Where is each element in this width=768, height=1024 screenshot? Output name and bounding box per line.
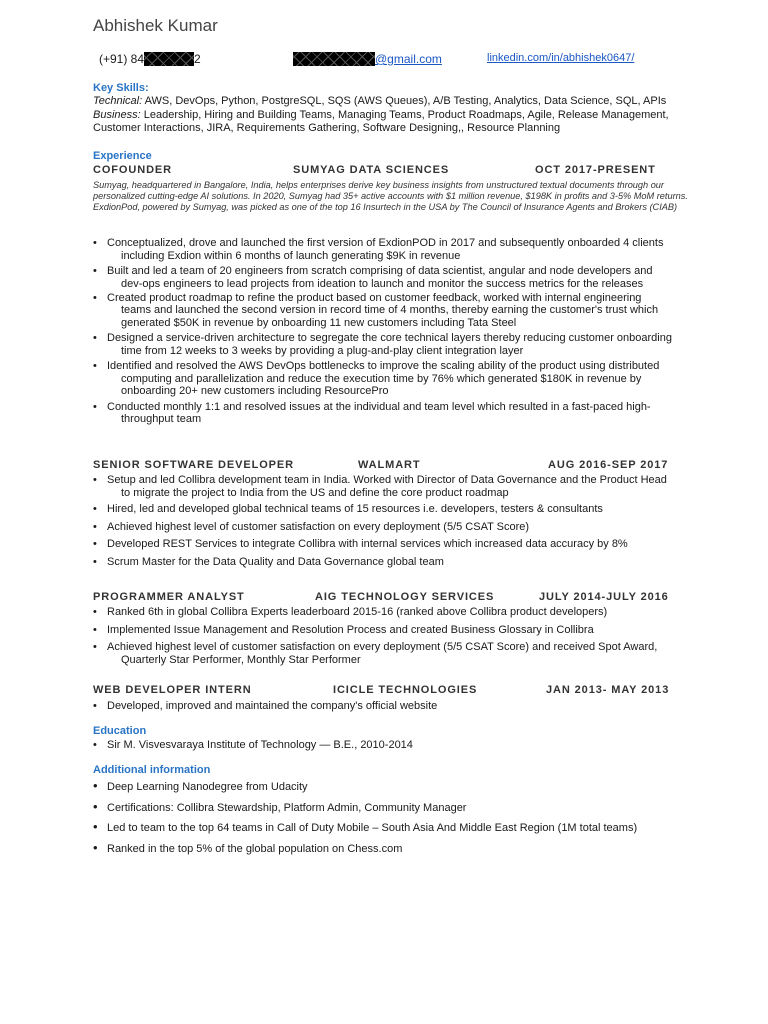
bullet-item: • Conceptualized, drove and launched the first version of ExdionPOD in 2017 and subsequently onboarded 4 clients including Exdion within 6 months of launch generating $9K in revenue bbox=[93, 237, 664, 262]
bullet-item: • Setup and led Collibra development team in India. Worked with Director of Data Governance and the Product Head to migrate the project to India from the US and define the core product roadmap bbox=[93, 474, 667, 499]
business-skills-list-1: Leadership, Hiring and Building Teams, Managing Teams, Product Roadmaps, Agile, Release Management, bbox=[140, 108, 669, 121]
phone-suffix: 2 bbox=[194, 52, 201, 66]
technical-skills-list: AWS, DevOps, Python, PostgreSQL, SQS (AWS Queues), A/B Testing, Analytics, Data Science, SQL, APIs bbox=[142, 95, 667, 107]
education-heading: Education bbox=[93, 725, 147, 737]
additional-item: • Led to team to the top 64 teams in Call of Duty Mobile – South Asia And Middle East Region (1M total teams) bbox=[93, 819, 638, 834]
redacted-block bbox=[293, 52, 375, 66]
education-item: • Sir M. Visvesvaraya Institute of Technology — B.E., 2010-2014 bbox=[93, 739, 413, 751]
email-address[interactable] bbox=[293, 52, 442, 66]
additional-heading: Additional information bbox=[93, 764, 211, 776]
bullet-item: • Identified and resolved the AWS DevOps bottlenecks to improve the scaling ability of the product using distributed computing and parallelization and reduce the execution time by 76% which generated $180K in revenue by onboarding 20+ new customers including ResourcePro bbox=[93, 360, 660, 397]
job-title: WEB DEVELOPER INTERN bbox=[93, 684, 252, 696]
bullet-item: • Built and led a team of 20 engineers from scratch comprising of data scientist, angular and node developers and dev-ops engineers to lead projects from ideation to launch and monitor the success metrics for the releases bbox=[93, 265, 653, 290]
job-dates: JULY 2014-JULY 2016 bbox=[539, 591, 669, 603]
technical-skills bbox=[93, 95, 713, 109]
additional-item: • Deep Learning Nanodegree from Udacity bbox=[93, 778, 308, 793]
bullet-item: • Developed, improved and maintained the company's official website bbox=[93, 700, 438, 712]
additional-list bbox=[93, 778, 713, 855]
additional-item: • Ranked in the top 5% of the global population on Chess.com bbox=[93, 839, 403, 855]
bullet-item: • Achieved highest level of customer satisfaction on every deployment (5/5 CSAT Score) and received Spot Award, Quarterly Star Performer, Monthly Star Performer bbox=[93, 641, 658, 666]
bullet-item: • Scrum Master for the Data Quality and Data Governance global team bbox=[93, 555, 444, 568]
job-company: SUMYAG DATA SCIENCES bbox=[293, 164, 450, 176]
job-dates: OCT 2017-PRESENT bbox=[535, 164, 656, 176]
candidate-name: Abhishek Kumar bbox=[93, 16, 218, 35]
business-label: Business: bbox=[93, 108, 141, 121]
job-title: SENIOR SOFTWARE DEVELOPER bbox=[93, 459, 294, 471]
phone-number bbox=[99, 52, 201, 66]
job-company: WALMART bbox=[358, 459, 421, 471]
job-company: AIG TECHNOLOGY SERVICES bbox=[315, 591, 495, 603]
email-domain[interactable]: @gmail.com bbox=[375, 52, 442, 66]
job-bullets-walmart bbox=[93, 474, 713, 568]
job-company: ICICLE TECHNOLOGIES bbox=[333, 684, 478, 696]
job-title: PROGRAMMER ANALYST bbox=[93, 591, 245, 603]
business-skills bbox=[93, 109, 713, 123]
bullet-item: • Implemented Issue Management and Resolution Process and created Business Glossary in Collibra bbox=[93, 623, 594, 636]
bullet-item: • Developed REST Services to integrate Collibra with internal services which increased data accuracy by 8% bbox=[93, 538, 628, 550]
job-bullets-cofounder bbox=[93, 237, 713, 426]
education-list bbox=[93, 739, 713, 752]
bullet-item: • Created product roadmap to refine the product based on customer feedback, worked with internal engineering teams and launched the second version in record time of 4 months, thereby earning the customer's trust which generated $50K in revenue by onboarding 11 new customers including Tata Steel bbox=[93, 291, 659, 329]
skills-heading: Key Skills: bbox=[93, 82, 149, 94]
company-description: Sumyag, headquartered in Bangalore, India, helps enterprises derive key business insights from unstructured textual documents through our personalized cutting-edge AI solutions. In 2020, Sumyag had 35+ active accounts with $1 million revenue, $198K in profits and 3-5% MoM returns. ExdionPod, powered by Sumyag, was picked as one of the top 16 Insurtech in the USA by The Council of Insurance Agents and Brokers (CIAB) bbox=[93, 180, 688, 212]
job-bullets-aig bbox=[93, 606, 713, 666]
bullet-item: • Hired, led and developed global technical teams of 15 resources i.e. developers, testers & consultants bbox=[93, 503, 603, 515]
additional-item: • Certifications: Collibra Stewardship, Platform Admin, Community Manager bbox=[93, 798, 467, 814]
bullet-item: • Achieved highest level of customer satisfaction on every deployment (5/5 CSAT Score) bbox=[93, 520, 530, 533]
bullet-item: • Designed a service-driven architecture to segregate the core technical layers thereby reducing customer onboarding time from 12 weeks to 3 weeks by providing a plug-and-play client integration layer bbox=[93, 332, 672, 357]
redacted-block bbox=[144, 52, 194, 66]
technical-label: Technical: bbox=[93, 95, 143, 107]
bullet-item: • Conducted monthly 1:1 and resolved issues at the individual and team level which resulted in a fast-paced high- throughput team bbox=[93, 400, 651, 425]
bullet-item: • Ranked 6th in global Collibra Experts leaderboard 2015-16 (ranked above Collibra product developers) bbox=[93, 606, 608, 618]
job-title: COFOUNDER bbox=[93, 164, 172, 176]
job-dates: JAN 2013- MAY 2013 bbox=[546, 684, 670, 696]
experience-heading: Experience bbox=[93, 150, 152, 162]
job-dates: AUG 2016-SEP 2017 bbox=[548, 459, 669, 471]
business-skills-cont: Customer Interactions, JIRA, Requirements Gathering, Software Designing,, Resource Planning bbox=[93, 122, 561, 134]
job-bullets-icicle bbox=[93, 700, 713, 713]
linkedin-link[interactable]: linkedin.com/in/abhishek0647/ bbox=[487, 52, 635, 64]
phone-prefix: (+91) 84 bbox=[99, 52, 145, 66]
